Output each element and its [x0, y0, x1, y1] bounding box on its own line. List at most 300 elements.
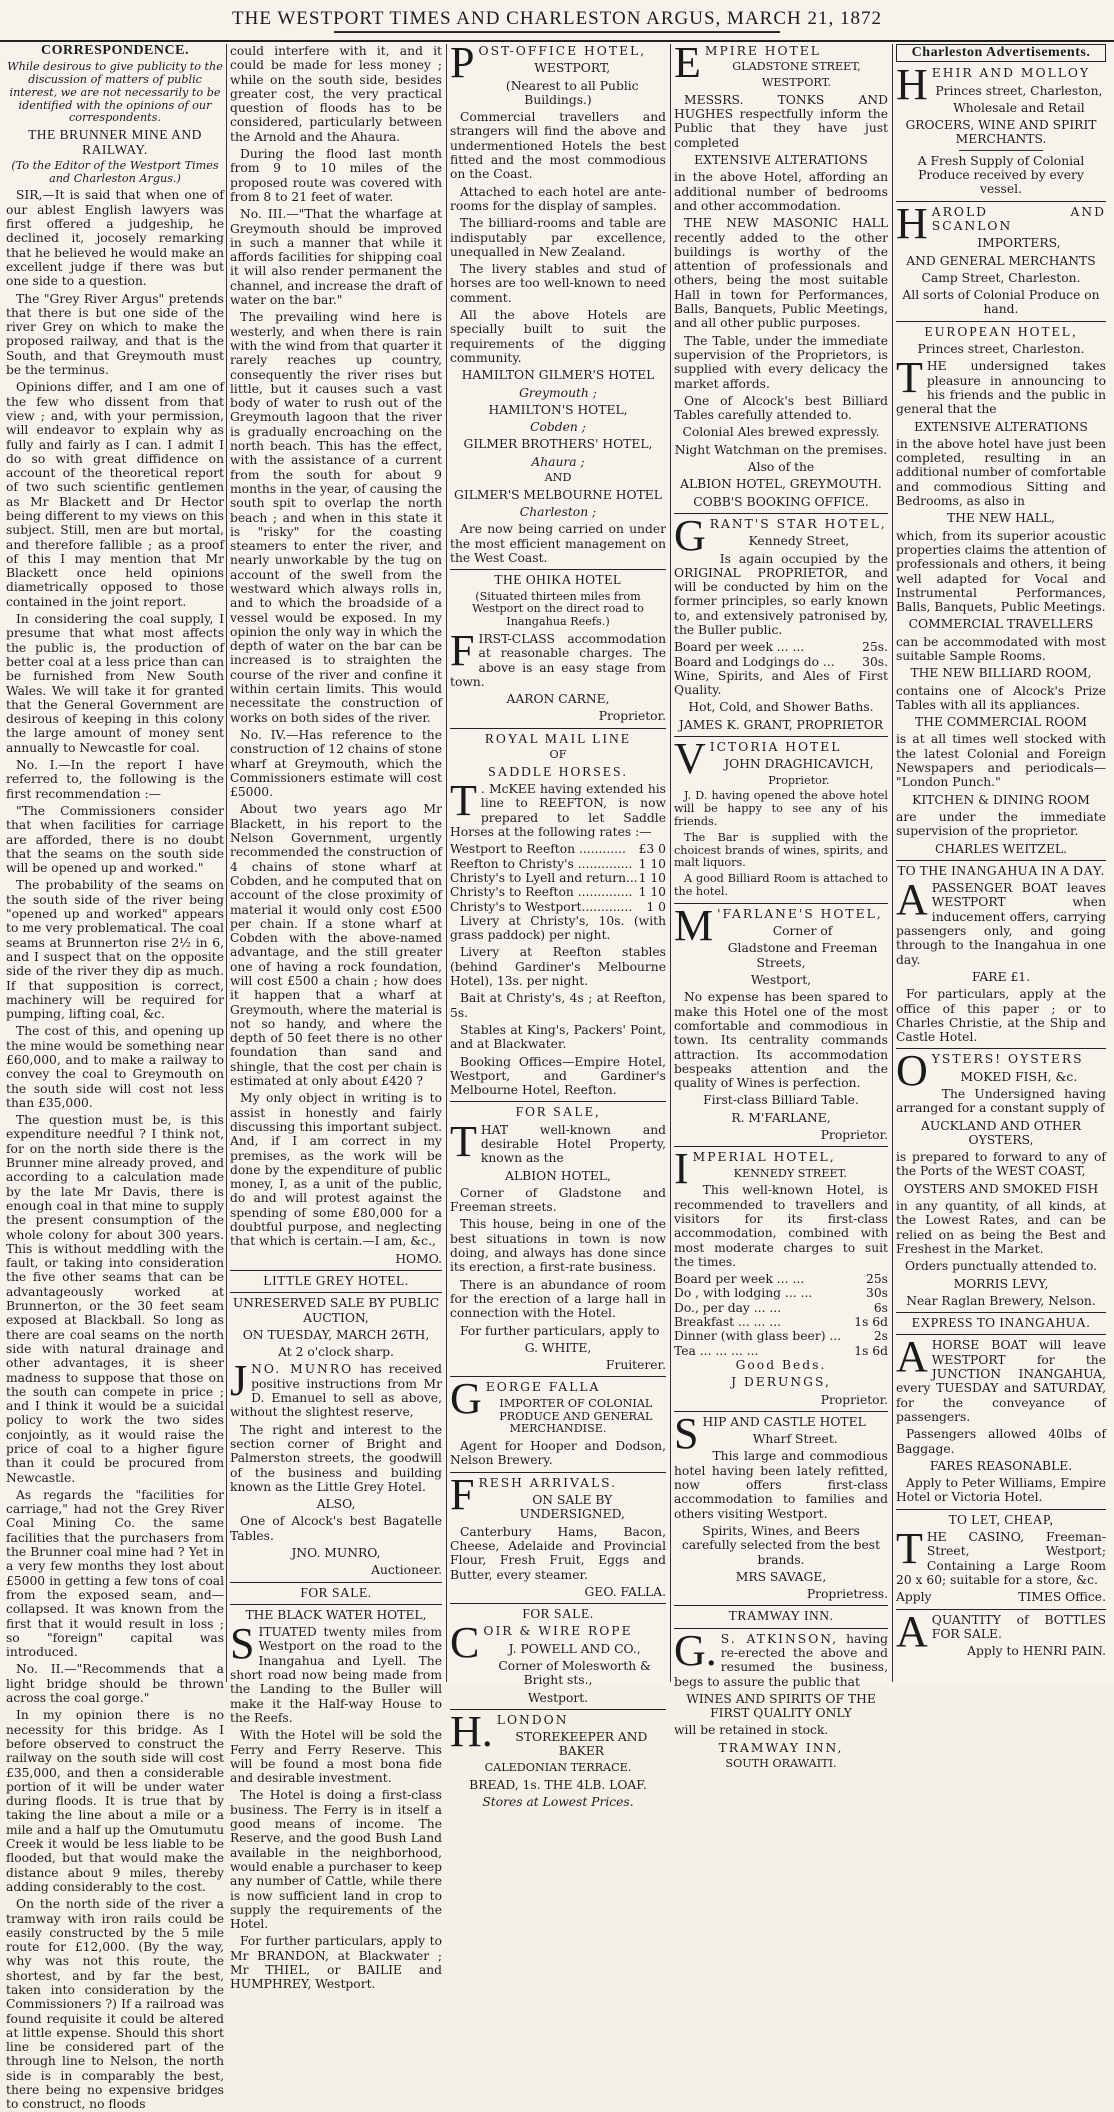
drop-cap: T	[896, 353, 923, 403]
paragraph: One of Alcock's best Billiard Tables carefully attended to.	[674, 393, 888, 423]
ad-line: EXTENSIVE ALTERATIONS	[694, 153, 868, 168]
paragraph: Attached to each hotel are ante-rooms for the display of samples.	[450, 184, 666, 213]
hotel-place: Greymouth ;	[519, 385, 597, 400]
ad-role: Fruiterer.	[605, 1358, 666, 1373]
rate-item: Board per week ... ...	[674, 1272, 805, 1287]
ad-line: EXTENSIVE ALTERATIONS	[914, 419, 1088, 434]
ad-divider	[674, 736, 888, 737]
paragraph: The Table, under the immediate supervision of the Proprietors, is supplied with every delicacy the market affords.	[674, 333, 888, 391]
rate-route: Reefton to Christy's ..............	[450, 856, 633, 871]
paragraph: are under the immediate supervision of the proprietor.	[896, 809, 1106, 839]
ad-line: Stores at Lowest Prices.	[482, 1794, 634, 1809]
hotel-name: ALBION HOTEL,	[505, 1168, 611, 1183]
ad-divider	[674, 513, 888, 514]
paragraph: No. I.—In the report I have referred to, the following is the first recommendation :—	[6, 758, 224, 801]
ad-divider	[450, 1472, 666, 1473]
rate-row	[450, 857, 666, 871]
ad-signature: R. M'FARLANE,	[731, 1110, 831, 1125]
paragraph: My only object in writing is to assist in honestly and fairly discussing this important subject. And, if I am correct in my premises, as the work will be done by the expenditure of public money, I, as a unit of the public, do and will protest against the spending of some £80,000 for a doubtful purpose, and neglecting that which is certain.—I am, &c.,	[230, 1091, 442, 1249]
ad-title: EHIR AND MOLLOY	[931, 66, 1091, 81]
ad-title: HIP AND CASTLE HOTEL	[702, 1414, 866, 1429]
column-divider	[446, 44, 447, 1682]
paragraph: The billiard-rooms and table are indisputably par excellence, unequalled in New Zealand.	[450, 216, 666, 259]
ad-text: HE undersigned takes pleasure in announcing to his friends and the public in general that the	[896, 359, 1106, 417]
letter-title: THE BRUNNER MINE AND RAILWAY.	[28, 127, 202, 157]
paragraph: Agent for Hooper and Dodson, Nelson Brewery.	[450, 1439, 666, 1468]
ad-line: OYSTERS AND SMOKED FISH	[903, 1181, 1099, 1196]
rate-row	[450, 900, 666, 914]
paragraph: is prepared to forward to any of the Ports of the WEST COAST,	[896, 1150, 1106, 1179]
ad-role: Proprietor.	[598, 709, 666, 724]
paragraph: Booking Offices—Empire Hotel, Westport, and Gardiner's Melbourne Hotel, Reefton.	[450, 1054, 666, 1098]
drop-cap: A	[896, 1332, 928, 1382]
ad-divider	[230, 1582, 442, 1583]
hotel-name: GILMER BROTHERS' HOTEL,	[463, 437, 653, 452]
hotel-name: ALBION HOTEL, GREYMOUTH.	[680, 477, 882, 492]
paragraph: The cost of this, and opening up the mine would be something near £60,000, and to make a railway to convey the coal to Greymouth on the south side will cost not less than £35,000.	[6, 1024, 224, 1110]
rate-row	[674, 1272, 888, 1286]
ad-title: LONDON	[496, 1712, 569, 1727]
paragraph: The Bar is supplied with the choicest brands of wines, spirits, and malt liquors.	[674, 830, 888, 870]
ad-line: Westport,	[750, 973, 812, 988]
paragraph: As regards the "facilities for carriage," had not the Grey River Coal Mining Co. the same facilities that the purchasers from the Brunner coal mine had ? Yet in a very few months they lost about £5000 in getting a few tons of coal from the exposed seam, and—collapsed. It was known from the first that it would result in loss ; so "foreign" capital was introduced.	[6, 1487, 224, 1660]
ad-divider	[450, 1603, 666, 1604]
paragraph: The right and interest to the section corner of Bright and Palmerston streets, the goodwill of the business and building known as the Little Grey Hotel.	[230, 1422, 442, 1494]
drop-cap: T	[896, 1524, 923, 1574]
ad-signature: MORRIS LEVY,	[953, 1276, 1049, 1291]
ad-text: PASSENGER BOAT leaves WESTPORT when inducement offers, carrying passengers only, and going through to the Inangahua in one day.	[896, 881, 1106, 967]
ad-title: MPERIAL HOTEL,	[692, 1150, 836, 1165]
rate-price: 1 10	[638, 856, 666, 871]
paragraph: In considering the coal supply, I presume that what most affects the public is, the production of better coal at a less price than can be furnished from New South Wales. We will take it for granted that the General Government are desirous of keeping in this colony the large amount of money sent annually to Newcastle for coal.	[6, 612, 224, 755]
hotel-name: GILMER'S MELBOURNE HOTEL	[454, 487, 662, 502]
ad-name: S. ATKINSON,	[720, 1631, 839, 1646]
paragraph: No. IV.—Has reference to the construction of 12 chains of stone wharf at Greymouth, which the Commissioners estimate will cost £5000.	[230, 727, 442, 800]
ad-line: WINES AND SPIRITS OF THE FIRST QUALITY ONLY	[686, 1691, 876, 1721]
ad-title: ROYAL MAIL LINE	[485, 730, 631, 746]
columns	[6, 38, 1106, 2112]
ad-signature: MRS SAVAGE,	[735, 1569, 827, 1584]
paragraph: No. III.—"That the wharfage at Greymouth should be improved in such a manner that while it affords facilities for shipping coal it will also render permanent the channel, and increase the draft of water on the bar."	[230, 207, 442, 308]
ad-title: RANT'S STAR HOTEL,	[709, 516, 887, 531]
ad-divider	[450, 728, 666, 729]
ad-line: (Situated thirteen miles from Westport on the direct road to Inangahua Reefs.)	[472, 589, 644, 629]
ad-line: AND GENERAL MERCHANTS	[906, 253, 1096, 268]
paragraph: With the Hotel will be sold the Ferry and Ferry Reserve. This will be found a most bona fide and desirable investment.	[230, 1728, 442, 1786]
ad-title: FOR SALE.	[300, 1584, 372, 1600]
paragraph: The "Grey River Argus" pretends that there is but one side of the river Grey on which to make the proposed railway, and that is the South, and that Greymouth must be the terminus.	[6, 291, 224, 378]
ad-role: Auctioneer.	[371, 1563, 442, 1578]
ad-line: THE NEW HALL,	[947, 511, 1055, 526]
ad-line: Kennedy Street,	[748, 534, 850, 549]
paragraph: In my opinion there is no necessity for this bridge. As I before observed to construct the railway on the south side will cost £35,000, and then a considerable portion of it will be under water during floods. It is true that by taking the line about a mile or a mile and a half up the Omutumutu Creek it would be less liable to be flooded, but that would make the distance about 9 miles, thereby adding considerably to the cost.	[6, 1708, 224, 1894]
paragraph: One of Alcock's best Bagatelle Tables.	[230, 1514, 442, 1543]
rate-row	[674, 655, 888, 669]
ad-line: A Fresh Supply of Colonial Produce received by every vessel.	[917, 153, 1085, 197]
paragraph: No expense has been spared to make this Hotel one of the most comfortable and commodious in town. Its centrality commands attraction. Its accommodation bespeaks attention and the quality of Wines is perfection.	[674, 990, 888, 1091]
paragraph: The prevailing wind here is westerly, and when there is rain with the wind from that quarter it rarely reaches up country, consequently the river rises but little, but it causes such a vast body of water to rush out of the Greymouth lagoon that the river is gradually encroaching on the north beach. This has the effect, with the assistance of a current from the south for about 9 months in the year, of causing the south spit to overlap the north beach ; and when in this state it is "risky" for the coasting steamers to enter the river, and nearly unworkable by the tug on account of the swell from the westward which always rolls in, and to which the broadside of a vessel would be exposed. In my opinion the only way in which the depth of water on the bar can be increased is to straighten the course of the river and confine it within certain limits. This would necessitate the construction of works on both sides of the river.	[230, 310, 442, 725]
rate-row	[674, 1344, 888, 1358]
paragraph: Livery at Christy's, 10s. (with grass paddock) per night.	[450, 913, 666, 943]
section-heading: CORRESPONDENCE.	[41, 43, 189, 58]
ad-role: Proprietress.	[806, 1587, 888, 1602]
ad-line: IMPORTER OF COLONIAL PRODUCE AND GENERAL MERCHANDISE.	[499, 1396, 653, 1436]
ad-apply-row	[896, 1590, 1106, 1604]
ad-line: J. POWELL AND CO.,	[508, 1641, 641, 1656]
ad-divider	[674, 1605, 888, 1606]
ad-body	[896, 353, 1106, 417]
hotel-place: Charleston ;	[519, 505, 597, 520]
paragraph: For further particulars, apply to	[460, 1323, 660, 1338]
ad-body	[450, 625, 666, 689]
ad-signature: J DERUNGS,	[731, 1375, 831, 1390]
ad-title: YSTERS! OYSTERS	[931, 1052, 1084, 1067]
rate-row	[674, 640, 888, 654]
column-divider	[226, 44, 227, 1682]
rate-table	[450, 842, 666, 913]
ad-body	[450, 776, 666, 840]
ad-line: THE NEW BILLIARD ROOM,	[910, 666, 1092, 681]
ad-divider	[450, 569, 666, 570]
ad-line: ON SALE BY UNDERSIGNED,	[519, 1493, 625, 1522]
drop-cap: F	[450, 625, 475, 675]
ad-body	[896, 1332, 1106, 1424]
ad-body	[230, 1356, 442, 1420]
ad-divider	[896, 321, 1106, 322]
paragraph: contains one of Alcock's Prize Tables with all its appliances.	[896, 683, 1106, 712]
column-correspondence	[6, 43, 224, 2112]
drop-cap: E	[674, 38, 701, 87]
ad-title: OIR & WIRE ROPE	[483, 1624, 633, 1639]
ad-text: QUANTITY of BOTTLES FOR SALE.	[931, 1612, 1106, 1641]
ad-title: RESH ARRIVALS.	[478, 1475, 618, 1490]
ad-body	[230, 1619, 442, 1725]
masthead	[0, 0, 1114, 42]
drop-cap: C	[450, 1618, 480, 1668]
rate-price: 1 10	[638, 885, 666, 900]
ad-line: Corner of Molesworth & Bright sts.,	[498, 1658, 651, 1688]
paragraph: could interfere with it, and it could be made for less money ; while on the south side, besides greater cost, the very practical question of floods has to be considered, particularly between the Arnold and the Ahaura.	[230, 44, 442, 144]
ad-line: GROCERS, WINE AND SPIRIT MERCHANTS.	[905, 118, 1097, 147]
drop-cap: T	[450, 776, 477, 826]
rate-route: Christy's to Westport.............	[450, 899, 633, 914]
ad-divider	[450, 1101, 666, 1102]
rate-item: Do., per day ... ...	[674, 1300, 782, 1315]
ad-divider	[896, 1312, 1106, 1313]
ad-line: Corner of	[772, 924, 833, 939]
ad-line: THE COMMERCIAL ROOM	[915, 715, 1087, 730]
rate-price: 30s.	[862, 654, 888, 669]
ad-text: IRST-CLASS accommodation at reasonable charges. The above is an easy stage from town.	[450, 631, 666, 689]
rate-row	[674, 1329, 888, 1343]
rate-item: Board per week ... ...	[674, 640, 805, 655]
paragraph: J. D. having opened the above hotel will be happy to see any of his friends.	[674, 789, 888, 829]
ad-line: All sorts of Colonial Produce on hand.	[902, 288, 1100, 317]
ad-title: FOR SALE,	[515, 1104, 601, 1120]
ad-text: . McKEE having extended his line to REEFTON, is now prepared to let Saddle Horses at the following rates :—	[450, 782, 666, 840]
ad-title: TO THE INANGAHUA IN A DAY.	[897, 862, 1105, 878]
ad-divider	[674, 1146, 888, 1147]
ad-line: First-class Billiard Table.	[703, 1093, 859, 1108]
paragraph: This well-known Hotel, is recommended to travellers and visitors for its first-class accommodation, combined with most moderate charges to suit the times.	[674, 1183, 888, 1269]
paragraph: The livery stables and stud of horses are too well-known to need comment.	[450, 262, 666, 305]
rate-price: 25s	[866, 1272, 888, 1287]
column-hotel-ads	[450, 38, 666, 1809]
paragraph: This house, being in one of the best situations in town is now doing, and always has done since its erection, a first-rate business.	[450, 1217, 666, 1275]
ad-title: EORGE FALLA	[485, 1380, 601, 1395]
ad-title: OST-OFFICE HOTEL,	[478, 44, 647, 58]
ad-title: EXPRESS TO INANGAHUA.	[911, 1315, 1091, 1331]
ad-line: (Nearest to all Public Buildings.)	[505, 78, 639, 107]
ad-signature: Apply to HENRI PAIN.	[967, 1644, 1106, 1659]
ad-line: Also of the	[747, 460, 815, 475]
ad-line: SOUTH ORAWAITI.	[725, 1757, 837, 1771]
paragraph: Canterbury Hams, Bacon, Cheese, Adelaide and Provincial Flour, Fresh Fruit, Eggs and Butter, every steamer.	[450, 1524, 666, 1582]
paragraph: THE NEW MASONIC HALL recently added to the other buildings is worthy of the attention of professionals and others, being the most suitable Hall in town for Performances, Balls, Banquets, Public Meetings, and all other public purposes.	[674, 216, 888, 331]
paragraph: Opinions differ, and I am one of the few who dissent from that view ; and, with your permission, will endeavor to explain why as fully and fairly as I can. I admit I do so with great diffidence on account of the theoretical report of two such scientific gentlemen as Mr Blackett and Dr Hector being different to my views on this subject. Still, men are but mortal, and therefore fallible ; as a proof of this I may mention that Mr Blackett once held opinions diametrically opposed to those contained in the joint report.	[6, 380, 224, 609]
ad-text: HORSE BOAT will leave WESTPORT for the JUNCTION INANGAHUA, every TUESDAY and SATURDAY, for the conveyance of passengers.	[896, 1338, 1106, 1424]
drop-cap: S	[230, 1619, 255, 1669]
drop-cap: O	[896, 1046, 928, 1096]
paragraph: No. II.—"Recommends that a light bridge should be thrown across the coal gorge."	[6, 1662, 224, 1706]
ad-rule	[959, 150, 1043, 151]
paragraph: Are now being carried on under the most efficient management on the West Coast.	[450, 522, 666, 565]
ad-line: GLADSTONE STREET,	[732, 60, 861, 74]
paragraph: For further particulars, apply to Mr BRANDON, at Blackwater ; Mr THIEL, or BAILIE and HUMPHREY, Westport.	[230, 1934, 442, 1992]
paragraph: This large and commodious hotel having been lately refitted, now offers first-class accommodation to families and others visiting Westport.	[674, 1449, 888, 1521]
ad-line: THE BLACK WATER HOTEL,	[245, 1607, 427, 1622]
ad-signature: AARON CARNE,	[506, 692, 610, 707]
paragraph: The probability of the seams on the south side of the river being "opened up and worked" appears to me very problematical. The coal seams at Brunnerton rise 2½ in 6, and I suspect that on the opposite side of the river they dip as much. If that supposition is correct, machinery will be required for pumping, lifting coal, &c.	[6, 878, 224, 1022]
ad-line: Camp Street, Charleston.	[921, 270, 1081, 285]
masthead-rule	[334, 31, 780, 33]
editorial-note: While desirous to give publicity to the discussion of matters of public interest, we are not necessarily to be identified with the opinions of our correspondents.	[7, 60, 223, 125]
paragraph: The Hotel is doing a first-class business. The Ferry is in itself a good means of income. The Reserve, and the good Bush Land available in the neighborhood, would enable a purchaser to keep any number of Cattle, while there is now sufficient land in crop to supply the requirements of the Hotel.	[230, 1788, 442, 1932]
paragraph: Is again occupied by the ORIGINAL PROPRIETOR, and will be conducted by him on the former principles, so early known to, and extensively patronised by, the Buller public.	[674, 551, 888, 637]
ad-signature: GEO. FALLA.	[584, 1584, 666, 1599]
ad-role: Proprietor.	[768, 773, 830, 787]
ad-role: Proprietor.	[820, 1127, 888, 1142]
drop-cap: H	[896, 60, 928, 110]
ad-line: ALSO,	[316, 1497, 356, 1512]
drop-cap: A	[896, 875, 928, 925]
rate-row	[674, 1286, 888, 1300]
ad-signature: TRAMWAY INN,	[718, 1740, 844, 1755]
paragraph: Passengers allowed 40lbs of Baggage.	[896, 1427, 1106, 1456]
rate-route: Christy's to Lyell and return...	[450, 870, 638, 885]
ad-line: OF	[549, 748, 567, 762]
ad-divider	[230, 1292, 442, 1293]
paragraph: Bait at Christy's, 4s ; at Reefton, 5s.	[450, 991, 666, 1020]
ad-name: NO. MUNRO	[251, 1362, 354, 1377]
ad-line: will be retained in stock.	[674, 1723, 829, 1738]
ad-line: MOKED FISH, &c.	[960, 1069, 1078, 1084]
ad-line: CALEDONIAN TERRACE.	[484, 1760, 632, 1774]
ad-signature: JAMES K. GRANT, PROPRIETOR	[678, 717, 884, 732]
ad-line: UNRESERVED SALE BY PUBLIC AUCTION,	[232, 1296, 440, 1325]
rate-price: 1s 6d	[854, 1315, 888, 1330]
ad-line: IMPORTERS,	[977, 236, 1061, 251]
ad-line: TIMES Office.	[1018, 1590, 1106, 1605]
ad-line: KITCHEN & DINING ROOM	[912, 792, 1090, 807]
rate-price: £3 0	[638, 842, 666, 857]
letter-address: (To the Editor of the Westport Times and Charleston Argus.)	[11, 158, 219, 185]
drop-cap: G	[674, 510, 706, 560]
rate-item: Do , with lodging ... ...	[674, 1286, 813, 1301]
rate-price: 1 0	[646, 899, 666, 914]
rate-price: 6s	[873, 1300, 888, 1315]
rate-price: 25s.	[862, 640, 888, 655]
ad-line: WESTPORT.	[761, 76, 831, 90]
paragraph: A good Billiard Room is attached to the hotel.	[674, 872, 888, 899]
paragraph: MESSRS. TONKS AND HUGHES respectfully inform the Public that they have just completed	[674, 92, 888, 150]
drop-cap: I	[674, 1144, 689, 1194]
ad-divider	[896, 860, 1106, 861]
ad-title: EUROPEAN HOTEL,	[924, 323, 1078, 339]
quotation: "The Commissioners consider that when facilities for carriage are afforded, there is no doubt that the seams on the south side will be opened up and worked."	[6, 803, 224, 876]
ad-title: MPIRE HOTEL	[704, 44, 821, 58]
ad-role: Proprietor.	[820, 1392, 888, 1407]
masthead-title: THE WESTPORT TIMES AND CHARLESTON ARGUS, MARCH 21, 1872	[232, 8, 882, 29]
drop-cap: F	[450, 1469, 475, 1519]
ad-title: THE OHIKA HOTEL	[494, 572, 622, 588]
paragraph: The Undersigned having arranged for a constant supply of	[896, 1087, 1106, 1116]
ad-title: ICTORIA HOTEL	[709, 740, 842, 755]
hotel-place: Ahaura ;	[531, 454, 585, 469]
ad-signature: G. WHITE,	[524, 1340, 592, 1355]
column-divider	[670, 44, 671, 1682]
rate-row	[674, 1315, 888, 1329]
hotel-place: Cobden ;	[530, 420, 586, 435]
ad-divider	[450, 1376, 666, 1377]
rate-item: Dinner (with glass beer) ...	[674, 1329, 842, 1344]
paragraph: Livery at Reefton stables (behind Gardiner's Melbourne Hotel), 13s. per night.	[450, 945, 666, 989]
rate-price: 2s	[873, 1329, 888, 1344]
ad-body	[450, 1116, 666, 1166]
ad-line: KENNEDY STREET.	[733, 1166, 848, 1180]
ad-line: ON TUESDAY, MARCH 26TH,	[242, 1327, 430, 1342]
letter-signature: HOMO.	[395, 1251, 442, 1266]
paragraph: Stables at King's, Packers' Point, and at Blackwater.	[450, 1022, 666, 1052]
paragraph: Apply to Peter Williams, Empire Hotel or Victoria Hotel.	[896, 1476, 1106, 1505]
ad-line: Princes street, Charleston,	[935, 83, 1103, 98]
ad-line: COBB'S BOOKING OFFICE.	[693, 494, 869, 509]
rate-price: 1 10	[638, 870, 666, 885]
rate-route: Christy's to Reefton ..............	[450, 885, 633, 900]
ad-line: Princes street, Charleston.	[917, 342, 1085, 357]
ad-title: TRAMWAY INN.	[728, 1608, 834, 1624]
ad-line: STOREKEEPER AND BAKER	[515, 1730, 648, 1759]
rate-route: Westport to Reefton ............	[450, 842, 626, 857]
drop-cap: P	[450, 38, 475, 87]
section-heading: Charleston Advertisements.	[896, 44, 1106, 62]
paragraph: During the flood last month from 9 to 10 miles of the proposed route was covered with from 8 to 21 feet of water.	[230, 147, 442, 204]
drop-cap: G	[450, 1374, 482, 1424]
ad-line: FARE £1.	[971, 969, 1031, 984]
rate-item: Tea ... ... ... ...	[674, 1343, 759, 1358]
hotel-name: HAMILTON'S HOTEL,	[488, 402, 628, 417]
ad-title: 'FARLANE'S HOTEL,	[717, 906, 883, 921]
ad-body	[674, 1625, 888, 1689]
ad-signature: JOHN DRAGHICAVICH,	[724, 757, 874, 772]
ad-signature: JNO. MUNRO,	[291, 1545, 381, 1560]
paragraph: The question must be, is this expenditure needful ? I think not, for on the north side there is the Brunner mine already proved, and according to a calculation made by the late Mr Davis, there is enough coal in that mine to supply the present consumption of the whole colony for about 300 years. This is without meddling with the fault, or taking into consideration the five other seams that can be advantageously worked at Brunnerton, or the 30 feet seam exposed at Blackball. So long as there are coal seams on the north side with natural drainage and other advantages, it is sheer madness to suppose that those on the south can compete in price ; and I think it would be a suicidal policy to work the two sides conjointly, as it would raise the price of coal to a higher figure than it could be procured from Newcastle.	[6, 1113, 224, 1485]
ad-text: having re-erected the above and resumed the business, begs to assure the public that	[674, 1631, 888, 1689]
rate-price: 1s 6d	[854, 1343, 888, 1358]
drop-cap: H	[896, 198, 928, 248]
ad-divider	[896, 1509, 1106, 1510]
rate-item: Board and Lodgings do ...	[674, 654, 835, 669]
column-letter-continued	[230, 44, 442, 1992]
rate-row	[450, 871, 666, 885]
ad-divider	[230, 1604, 442, 1605]
drop-cap: A	[896, 1606, 928, 1656]
ad-line: Hot, Cold, and Shower Baths.	[688, 700, 874, 715]
ad-divider	[230, 1270, 442, 1271]
column-charleston-ads	[896, 44, 1106, 1682]
drop-cap: T	[450, 1116, 477, 1166]
ad-title: SADDLE HORSES.	[488, 763, 628, 779]
paragraph: About two years ago Mr Blackett, in his report to the Nelson Government, urgently recommended the construction of 4 chains of stone wharf at Cobden, and he computed that on account of the close proximity of material it would only cost £500 per chain. If a stone wharf at Cobden with the above-named advantage, and the still greater one of having a rock foundation, will cost £500 a chain ; how does it happen that a wharf at Greymouth, where the material is not so handy, and where the depth of 50 feet there is no other foundation than sand and shingle, that the cost per chain is estimated at only about £420 ?	[230, 802, 442, 1089]
paragraph: in the above hotel have just been completed, resulting in an additional number of comfortable and commodious Sitting and Bedrooms, as also in	[896, 436, 1106, 509]
ad-text: ITUATED twenty miles from Westport on the road to the Inangahua and Lyell. The short road now being made from the Landing to the Buller will make it the Half-way House to the Reefs.	[230, 1625, 442, 1725]
column-hotel-ads-2	[674, 38, 888, 1771]
ad-title: TO LET, CHEAP,	[948, 1511, 1054, 1527]
ad-line: Wharf Street.	[752, 1432, 838, 1447]
drop-cap: V	[674, 734, 706, 784]
drop-cap: H.	[450, 1706, 493, 1756]
rate-row	[450, 885, 666, 899]
paragraph: which, from its superior acoustic properties claims the attention of professionals and others, it being well adapted for Vocal and Instrumental Performances, Balls, Banquets, Public Meetings.	[896, 528, 1106, 615]
rate-item: Breakfast ... ... ...	[674, 1315, 782, 1330]
hotel-name: HAMILTON GILMER'S HOTEL	[461, 368, 655, 383]
ad-line: Apply	[896, 1590, 932, 1605]
paragraph: There is an abundance of room for the erection of a large hall in connection with the Hotel.	[450, 1277, 666, 1321]
paragraph: For particulars, apply at the office of this paper ; or to Charles Christie, at the Ship and Castle Hotel.	[896, 987, 1106, 1045]
rate-row	[450, 842, 666, 856]
paragraph: in the above Hotel, affording an additional number of bedrooms and other accommodation.	[674, 170, 888, 213]
paragraph: can be accommodated with most suitable Sample Rooms.	[896, 634, 1106, 663]
rate-table	[674, 1272, 888, 1358]
paragraph: Corner of Gladstone and Freeman streets.	[450, 1185, 666, 1215]
ad-body	[896, 875, 1106, 967]
ad-line: Gladstone and Freeman Streets,	[727, 941, 878, 970]
ad-line: Colonial Ales brewed expressly.	[682, 425, 880, 440]
ad-line: FARES REASONABLE.	[929, 1458, 1073, 1473]
ad-divider	[674, 1411, 888, 1412]
ad-line: Good Beds.	[735, 1357, 827, 1372]
paragraph: Commercial travellers and strangers will find the above and undermentioned Hotels the best fitted and the most commodious on the Coast.	[450, 110, 666, 182]
ad-line: Spirits, Wines, and Beers carefully selected from the best brands.	[681, 1523, 881, 1567]
paragraph: Wine, Spirits, and Ales of First Quality.	[674, 668, 888, 698]
ad-line: COMMERCIAL TRAVELLERS	[908, 617, 1094, 632]
ad-line: AUCKLAND AND OTHER OYSTERS,	[920, 1118, 1082, 1147]
rate-row	[674, 1301, 888, 1315]
column-divider	[892, 44, 893, 1682]
drop-cap: S	[674, 1408, 699, 1458]
rate-price: 30s	[866, 1286, 888, 1301]
drop-cap: G.	[674, 1625, 717, 1675]
ad-line: WESTPORT,	[534, 61, 611, 76]
ad-line: BREAD, 1s. THE 4LB. LOAF.	[469, 1777, 647, 1792]
paragraph: All the above Hotels are specially built to suit the requirements of the digging community.	[450, 308, 666, 365]
paragraph: On the north side of the river a tramway with iron rails could be easily constructed by the 5 mile route for £12,000. (By the way, why was not this route, the shortest, and by far the best, taken into consideration by the Commissioners ?) If a railroad was found requisite it could be altered at little expense. Should this short line be considered part of the through line to Nelson, the north side is in comparably the best, there being no expensive bridges to construct, no floods	[6, 1897, 224, 2112]
ad-signature: CHARLES WEITZEL.	[934, 841, 1068, 856]
ad-title: LITTLE GREY HOTEL.	[263, 1272, 409, 1288]
ad-line: Westport.	[527, 1690, 589, 1705]
ad-title: FOR SALE.	[522, 1606, 594, 1622]
ad-text: HE CASINO, Freeman-Street, Westport; Containing a Large Room 20 x 60; suitable for a store, &c.	[896, 1530, 1106, 1587]
